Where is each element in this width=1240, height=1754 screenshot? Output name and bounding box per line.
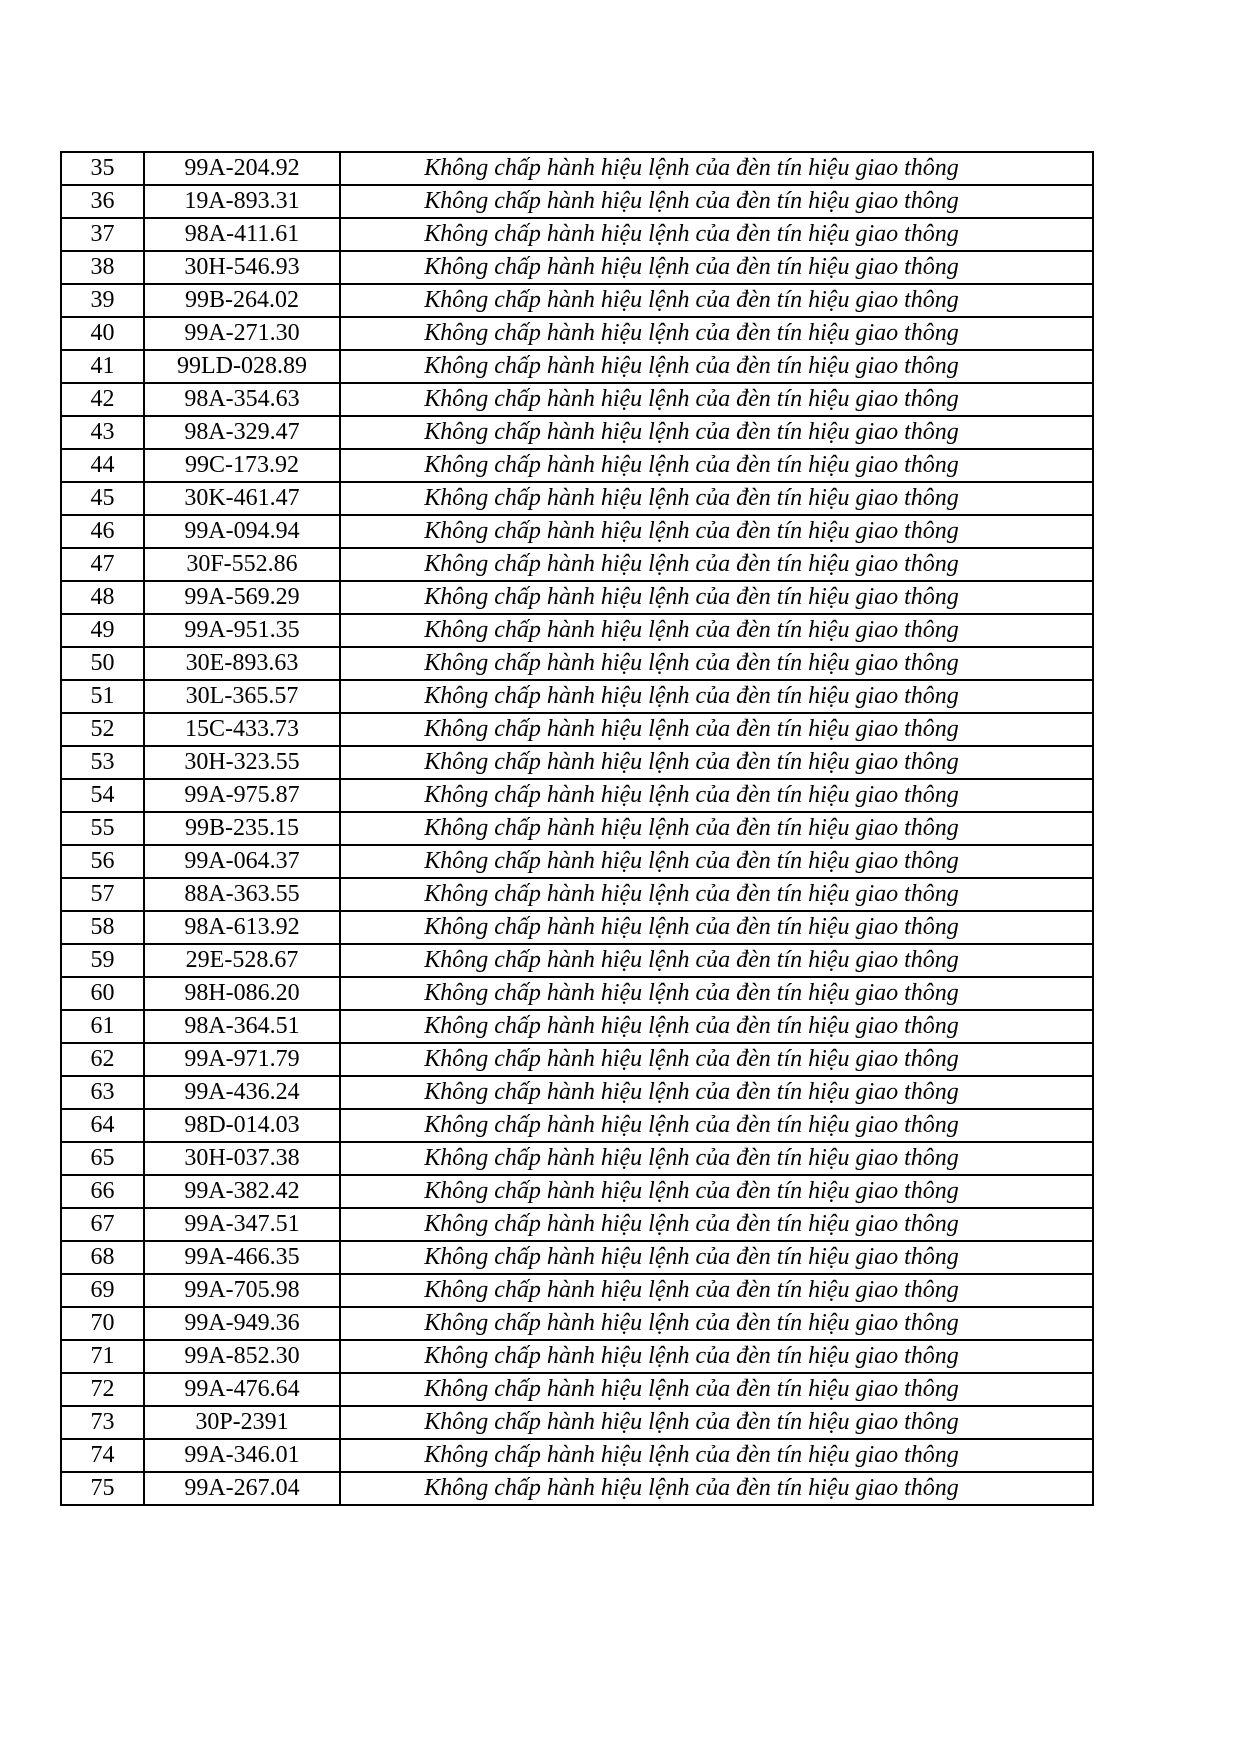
- violation-cell: Không chấp hành hiệu lệnh của đèn tín hiệu giao thông: [340, 548, 1093, 581]
- license-plate-cell: 30K-461.47: [144, 482, 340, 515]
- license-plate-cell: 99A-971.79: [144, 1043, 340, 1076]
- violation-cell: Không chấp hành hiệu lệnh của đèn tín hiệu giao thông: [340, 449, 1093, 482]
- violation-cell: Không chấp hành hiệu lệnh của đèn tín hiệu giao thông: [340, 647, 1093, 680]
- table-row: [61, 944, 1093, 977]
- license-plate-cell: 99A-852.30: [144, 1340, 340, 1373]
- license-plate-cell: 98A-613.92: [144, 911, 340, 944]
- row-number-cell: 42: [61, 383, 144, 416]
- table-row: [61, 1208, 1093, 1241]
- row-number-cell: 55: [61, 812, 144, 845]
- license-plate-cell: 99A-347.51: [144, 1208, 340, 1241]
- license-plate-cell: 99A-569.29: [144, 581, 340, 614]
- row-number-cell: 35: [61, 152, 144, 185]
- row-number-cell: 75: [61, 1472, 144, 1505]
- violation-cell: Không chấp hành hiệu lệnh của đèn tín hiệu giao thông: [340, 581, 1093, 614]
- table-row: [61, 515, 1093, 548]
- license-plate-cell: 88A-363.55: [144, 878, 340, 911]
- table-row: [61, 482, 1093, 515]
- table-row: [61, 1307, 1093, 1340]
- license-plate-cell: 30L-365.57: [144, 680, 340, 713]
- license-plate-cell: 99A-949.36: [144, 1307, 340, 1340]
- row-number-cell: 57: [61, 878, 144, 911]
- license-plate-cell: 30H-546.93: [144, 251, 340, 284]
- license-plate-cell: 99LD-028.89: [144, 350, 340, 383]
- row-number-cell: 39: [61, 284, 144, 317]
- violation-cell: Không chấp hành hiệu lệnh của đèn tín hiệu giao thông: [340, 1208, 1093, 1241]
- violation-cell: Không chấp hành hiệu lệnh của đèn tín hiệu giao thông: [340, 185, 1093, 218]
- violation-cell: Không chấp hành hiệu lệnh của đèn tín hiệu giao thông: [340, 812, 1093, 845]
- row-number-cell: 58: [61, 911, 144, 944]
- row-number-cell: 52: [61, 713, 144, 746]
- violations-table: [60, 151, 1094, 1506]
- table-row: [61, 581, 1093, 614]
- license-plate-cell: 99A-466.35: [144, 1241, 340, 1274]
- license-plate-cell: 99A-346.01: [144, 1439, 340, 1472]
- row-number-cell: 67: [61, 1208, 144, 1241]
- violation-cell: Không chấp hành hiệu lệnh của đèn tín hiệu giao thông: [340, 1043, 1093, 1076]
- table-row: [61, 1340, 1093, 1373]
- row-number-cell: 74: [61, 1439, 144, 1472]
- table-row: [61, 680, 1093, 713]
- table-row: [61, 548, 1093, 581]
- row-number-cell: 61: [61, 1010, 144, 1043]
- table-row: [61, 1439, 1093, 1472]
- license-plate-cell: 99A-204.92: [144, 152, 340, 185]
- violation-cell: Không chấp hành hiệu lệnh của đèn tín hiệu giao thông: [340, 1010, 1093, 1043]
- violation-cell: Không chấp hành hiệu lệnh của đèn tín hiệu giao thông: [340, 845, 1093, 878]
- row-number-cell: 44: [61, 449, 144, 482]
- table-row: [61, 1241, 1093, 1274]
- license-plate-cell: 99A-382.42: [144, 1175, 340, 1208]
- violation-cell: Không chấp hành hiệu lệnh của đèn tín hiệu giao thông: [340, 1109, 1093, 1142]
- license-plate-cell: 98A-411.61: [144, 218, 340, 251]
- license-plate-cell: 98H-086.20: [144, 977, 340, 1010]
- violation-cell: Không chấp hành hiệu lệnh của đèn tín hiệu giao thông: [340, 1439, 1093, 1472]
- license-plate-cell: 99A-705.98: [144, 1274, 340, 1307]
- row-number-cell: 62: [61, 1043, 144, 1076]
- row-number-cell: 71: [61, 1340, 144, 1373]
- license-plate-cell: 99A-064.37: [144, 845, 340, 878]
- row-number-cell: 64: [61, 1109, 144, 1142]
- violation-cell: Không chấp hành hiệu lệnh của đèn tín hiệu giao thông: [340, 1373, 1093, 1406]
- license-plate-cell: 98A-364.51: [144, 1010, 340, 1043]
- license-plate-cell: 99B-264.02: [144, 284, 340, 317]
- table-row: [61, 1274, 1093, 1307]
- table-row: [61, 647, 1093, 680]
- row-number-cell: 37: [61, 218, 144, 251]
- row-number-cell: 47: [61, 548, 144, 581]
- violation-cell: Không chấp hành hiệu lệnh của đèn tín hiệu giao thông: [340, 383, 1093, 416]
- row-number-cell: 43: [61, 416, 144, 449]
- row-number-cell: 56: [61, 845, 144, 878]
- table-row: [61, 1010, 1093, 1043]
- license-plate-cell: 98A-354.63: [144, 383, 340, 416]
- table-row: [61, 284, 1093, 317]
- violation-cell: Không chấp hành hiệu lệnh của đèn tín hiệu giao thông: [340, 1076, 1093, 1109]
- row-number-cell: 49: [61, 614, 144, 647]
- license-plate-cell: 30F-552.86: [144, 548, 340, 581]
- row-number-cell: 46: [61, 515, 144, 548]
- violation-cell: Không chấp hành hiệu lệnh của đèn tín hiệu giao thông: [340, 614, 1093, 647]
- license-plate-cell: 99C-173.92: [144, 449, 340, 482]
- violation-cell: Không chấp hành hiệu lệnh của đèn tín hiệu giao thông: [340, 977, 1093, 1010]
- table-row: [61, 1472, 1093, 1505]
- row-number-cell: 59: [61, 944, 144, 977]
- table-row: [61, 878, 1093, 911]
- license-plate-cell: 98A-329.47: [144, 416, 340, 449]
- row-number-cell: 40: [61, 317, 144, 350]
- violation-cell: Không chấp hành hiệu lệnh của đèn tín hiệu giao thông: [340, 1142, 1093, 1175]
- table-row: [61, 1406, 1093, 1439]
- license-plate-cell: 30H-323.55: [144, 746, 340, 779]
- row-number-cell: 41: [61, 350, 144, 383]
- violation-cell: Không chấp hành hiệu lệnh của đèn tín hiệu giao thông: [340, 680, 1093, 713]
- violation-cell: Không chấp hành hiệu lệnh của đèn tín hiệu giao thông: [340, 1175, 1093, 1208]
- violation-cell: Không chấp hành hiệu lệnh của đèn tín hiệu giao thông: [340, 1340, 1093, 1373]
- license-plate-cell: 30P-2391: [144, 1406, 340, 1439]
- table-row: [61, 1373, 1093, 1406]
- row-number-cell: 72: [61, 1373, 144, 1406]
- license-plate-cell: 99A-476.64: [144, 1373, 340, 1406]
- table-row: [61, 416, 1093, 449]
- license-plate-cell: 19A-893.31: [144, 185, 340, 218]
- violation-cell: Không chấp hành hiệu lệnh của đèn tín hiệu giao thông: [340, 878, 1093, 911]
- violation-cell: Không chấp hành hiệu lệnh của đèn tín hiệu giao thông: [340, 746, 1093, 779]
- violation-cell: Không chấp hành hiệu lệnh của đèn tín hiệu giao thông: [340, 482, 1093, 515]
- row-number-cell: 60: [61, 977, 144, 1010]
- table-row: [61, 713, 1093, 746]
- row-number-cell: 54: [61, 779, 144, 812]
- row-number-cell: 38: [61, 251, 144, 284]
- table-row: [61, 614, 1093, 647]
- violation-cell: Không chấp hành hiệu lệnh của đèn tín hiệu giao thông: [340, 779, 1093, 812]
- row-number-cell: 36: [61, 185, 144, 218]
- table-row: [61, 383, 1093, 416]
- license-plate-cell: 29E-528.67: [144, 944, 340, 977]
- violation-cell: Không chấp hành hiệu lệnh của đèn tín hiệu giao thông: [340, 218, 1093, 251]
- table-row: [61, 1043, 1093, 1076]
- violation-cell: Không chấp hành hiệu lệnh của đèn tín hiệu giao thông: [340, 251, 1093, 284]
- row-number-cell: 70: [61, 1307, 144, 1340]
- license-plate-cell: 30H-037.38: [144, 1142, 340, 1175]
- violations-table-body: [61, 152, 1093, 1505]
- row-number-cell: 50: [61, 647, 144, 680]
- violation-cell: Không chấp hành hiệu lệnh của đèn tín hiệu giao thông: [340, 152, 1093, 185]
- license-plate-cell: 30E-893.63: [144, 647, 340, 680]
- license-plate-cell: 99A-436.24: [144, 1076, 340, 1109]
- license-plate-cell: 99A-267.04: [144, 1472, 340, 1505]
- license-plate-cell: 98D-014.03: [144, 1109, 340, 1142]
- violation-cell: Không chấp hành hiệu lệnh của đèn tín hiệu giao thông: [340, 416, 1093, 449]
- row-number-cell: 69: [61, 1274, 144, 1307]
- table-row: [61, 449, 1093, 482]
- table-row: [61, 152, 1093, 185]
- violation-cell: Không chấp hành hiệu lệnh của đèn tín hiệu giao thông: [340, 1406, 1093, 1439]
- table-row: [61, 845, 1093, 878]
- row-number-cell: 45: [61, 482, 144, 515]
- violation-cell: Không chấp hành hiệu lệnh của đèn tín hiệu giao thông: [340, 1472, 1093, 1505]
- row-number-cell: 48: [61, 581, 144, 614]
- table-row: [61, 1109, 1093, 1142]
- license-plate-cell: 99B-235.15: [144, 812, 340, 845]
- violation-cell: Không chấp hành hiệu lệnh của đèn tín hiệu giao thông: [340, 515, 1093, 548]
- license-plate-cell: 99A-271.30: [144, 317, 340, 350]
- row-number-cell: 51: [61, 680, 144, 713]
- table-row: [61, 779, 1093, 812]
- table-row: [61, 185, 1093, 218]
- violation-cell: Không chấp hành hiệu lệnh của đèn tín hiệu giao thông: [340, 1241, 1093, 1274]
- row-number-cell: 65: [61, 1142, 144, 1175]
- table-row: [61, 977, 1093, 1010]
- violation-cell: Không chấp hành hiệu lệnh của đèn tín hiệu giao thông: [340, 350, 1093, 383]
- violation-cell: Không chấp hành hiệu lệnh của đèn tín hiệu giao thông: [340, 944, 1093, 977]
- table-row: [61, 1142, 1093, 1175]
- violation-cell: Không chấp hành hiệu lệnh của đèn tín hiệu giao thông: [340, 1274, 1093, 1307]
- violation-cell: Không chấp hành hiệu lệnh của đèn tín hiệu giao thông: [340, 284, 1093, 317]
- violation-cell: Không chấp hành hiệu lệnh của đèn tín hiệu giao thông: [340, 911, 1093, 944]
- license-plate-cell: 99A-951.35: [144, 614, 340, 647]
- violation-cell: Không chấp hành hiệu lệnh của đèn tín hiệu giao thông: [340, 713, 1093, 746]
- row-number-cell: 66: [61, 1175, 144, 1208]
- table-row: [61, 251, 1093, 284]
- row-number-cell: 73: [61, 1406, 144, 1439]
- table-row: [61, 1076, 1093, 1109]
- license-plate-cell: 15C-433.73: [144, 713, 340, 746]
- license-plate-cell: 99A-975.87: [144, 779, 340, 812]
- table-row: [61, 1175, 1093, 1208]
- license-plate-cell: 99A-094.94: [144, 515, 340, 548]
- violation-cell: Không chấp hành hiệu lệnh của đèn tín hiệu giao thông: [340, 1307, 1093, 1340]
- table-row: [61, 350, 1093, 383]
- row-number-cell: 68: [61, 1241, 144, 1274]
- table-row: [61, 218, 1093, 251]
- row-number-cell: 53: [61, 746, 144, 779]
- table-row: [61, 911, 1093, 944]
- table-row: [61, 317, 1093, 350]
- table-row: [61, 746, 1093, 779]
- violation-cell: Không chấp hành hiệu lệnh của đèn tín hiệu giao thông: [340, 317, 1093, 350]
- table-row: [61, 812, 1093, 845]
- row-number-cell: 63: [61, 1076, 144, 1109]
